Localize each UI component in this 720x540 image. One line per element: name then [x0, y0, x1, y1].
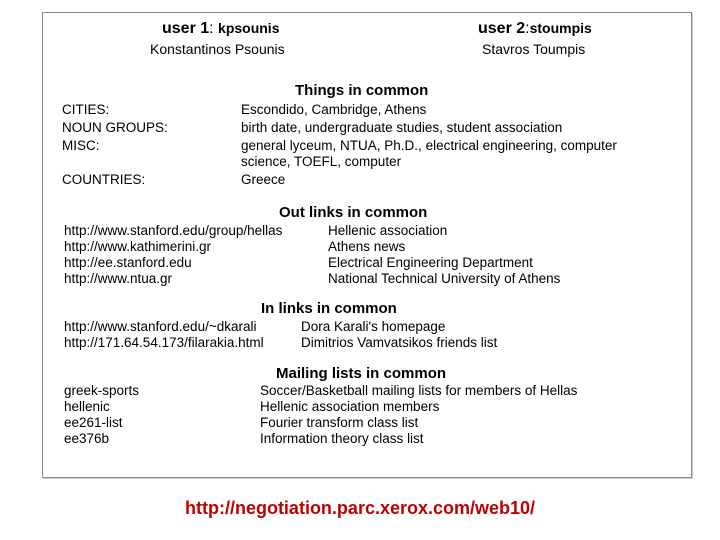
user2-label: user 2 [478, 20, 526, 37]
user2-name: Stavros Toumpis [482, 41, 586, 57]
things-value-cities: Escondido, Cambridge, Athens [241, 102, 427, 117]
things-title: Things in common [295, 82, 429, 99]
outlinks-title: Out links in common [279, 204, 428, 221]
footer-url[interactable]: http://negotiation.parc.xerox.com/web10/ [184, 498, 536, 518]
mailing-title: Mailing lists in common [276, 365, 447, 382]
inlink-desc: Dimitrios Vamvatsikos friends list [301, 335, 498, 350]
inlink-url: http://www.stanford.edu/~dkarali [64, 319, 257, 334]
things-key-cities: CITIES: [62, 102, 110, 117]
mailing-list-desc: Hellenic association members [260, 399, 440, 414]
mailing-list-name: ee376b [64, 431, 110, 446]
user1-name: Konstantinos Psounis [150, 41, 285, 57]
outlink-desc: Electrical Engineering Department [328, 255, 533, 270]
outlink-desc: National Technical University of Athens [328, 271, 561, 286]
things-value-misc: general lyceum, NTUA, Ph.D., electrical engineering, computer [241, 138, 617, 153]
things-value-countries: Greece [241, 172, 286, 187]
inlink-desc: Dora Karali's homepage [301, 319, 446, 334]
outlink-url: http://www.ntua.gr [64, 271, 173, 286]
outlink-desc: Athens news [328, 239, 406, 254]
user2-header: user 2:stoumpis [478, 20, 592, 37]
mailing-list-desc: Fourier transform class list [260, 415, 419, 430]
things-value-noun-groups: birth date, undergraduate studies, student association [241, 120, 563, 135]
things-key-countries: COUNTRIES: [62, 172, 146, 187]
things-value-misc-cont: science, TOEFL, computer [241, 154, 402, 169]
user1-header: user 1: kpsounis [162, 20, 280, 37]
things-key-misc: MISC: [62, 138, 100, 153]
inlink-url: http://171.64.54.173/filarakia.html [64, 335, 264, 350]
outlink-url: http://www.kathimerini.gr [64, 239, 212, 254]
mailing-list-desc: Soccer/Basketball mailing lists for members of Hellas [260, 383, 578, 398]
outlink-url: http://www.stanford.edu/group/hellas [64, 223, 283, 238]
user1-id: kpsounis [218, 20, 280, 36]
user1-label: user 1 [162, 20, 210, 37]
outlink-url: http://ee.stanford.edu [64, 255, 192, 270]
user2-id: stoumpis [529, 20, 592, 36]
mailing-list-name: hellenic [64, 399, 110, 414]
mailing-list-name: greek-sports [64, 383, 140, 398]
things-key-noun-groups: NOUN GROUPS: [62, 120, 168, 135]
outlink-desc: Hellenic association [328, 223, 448, 238]
mailing-list-desc: Information theory class list [260, 431, 424, 446]
mailing-list-name: ee261-list [64, 415, 123, 430]
inlinks-title: In links in common [261, 300, 397, 317]
